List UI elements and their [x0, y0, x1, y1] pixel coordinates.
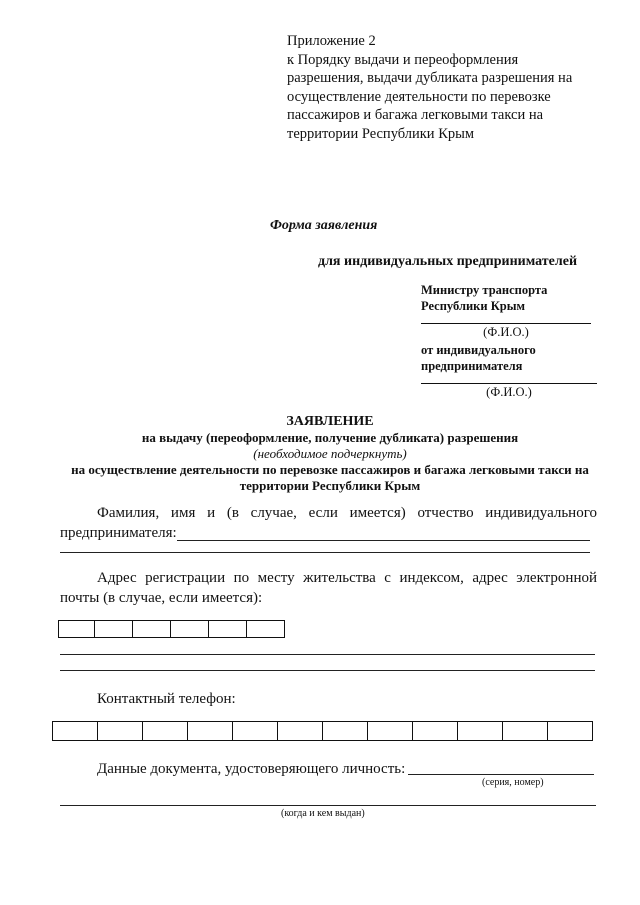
postal-digit-box[interactable] [209, 620, 247, 638]
series-number-caption: (серия, номер) [482, 777, 544, 788]
phone-digit-box[interactable] [188, 721, 233, 741]
appendix-line: территории Республики Крым [287, 125, 475, 142]
name-input-line-2[interactable] [60, 552, 590, 553]
issued-by-caption: (когда и кем выдан) [281, 808, 365, 819]
phone-digit-box[interactable] [368, 721, 413, 741]
fio-caption: (Ф.И.О.) [483, 325, 529, 339]
id-document-label: Данные документа, удостоверяющего личность: [97, 761, 406, 777]
appendix-line: разрешения, выдачи дубликата разрешения на [287, 70, 573, 86]
entrepreneur-name-line[interactable] [421, 383, 597, 384]
appendix-block [287, 32, 607, 143]
from-line: от индивидуального [421, 343, 536, 357]
addressee-line: Министру транспорта [421, 283, 548, 297]
statement-subject-cont: на осуществление деятельности по перевозке пассажиров и багажа легковыми такси на [71, 462, 589, 477]
phone-digit-box[interactable] [233, 721, 278, 741]
phone-label: Контактный телефон: [97, 691, 236, 707]
statement-subject: на выдачу (переоформление, получение дубликата) разрешения [141, 430, 519, 445]
statement-title: ЗАЯВЛЕНИЕ [286, 414, 374, 429]
phone-digit-box[interactable] [458, 721, 503, 741]
from-line: предпринимателя [421, 359, 523, 373]
postal-digit-box[interactable] [171, 620, 209, 638]
postal-digit-box[interactable] [133, 620, 171, 638]
name-prompt: Фамилия, имя и (в случае, если имеется) отчество индивидуального [97, 505, 597, 521]
address-prompt: Адрес регистрации по месту жительства с индексом, адрес электронной [97, 570, 597, 586]
minister-name-line[interactable] [421, 323, 591, 324]
name-input-line[interactable] [177, 540, 590, 541]
addressee-line: Республики Крым [421, 299, 525, 313]
phone-digit-box[interactable] [98, 721, 143, 741]
appendix-line: Приложение 2 [287, 33, 376, 49]
issued-by-line[interactable] [60, 805, 596, 806]
postal-digit-box[interactable] [95, 620, 133, 638]
from-block [421, 342, 536, 374]
phone-digit-box[interactable] [53, 721, 98, 741]
statement-subject-end: территории Республики Крым [239, 478, 421, 493]
appendix-line: пассажиров и багажа легковыми такси на [287, 107, 544, 123]
phone-digit-box[interactable] [548, 721, 593, 741]
form-title: Форма заявления [270, 218, 378, 233]
phone-digit-box[interactable] [278, 721, 323, 741]
appendix-line: к Порядку выдачи и переоформления [287, 51, 519, 68]
phone-digit-box[interactable] [413, 721, 458, 741]
phone-digit-box[interactable] [503, 721, 548, 741]
underline-note: (необходимое подчеркнуть) [253, 446, 407, 461]
name-prompt-cont: предпринимателя: [60, 525, 177, 541]
phone-boxes [52, 721, 593, 741]
id-series-number-line[interactable] [408, 774, 594, 775]
phone-digit-box[interactable] [323, 721, 368, 741]
appendix-line: осуществление деятельности по перевозке [287, 88, 551, 105]
phone-digit-box[interactable] [143, 721, 188, 741]
postal-digit-box[interactable] [59, 620, 95, 638]
addressee-block [421, 282, 547, 314]
postal-index-boxes [58, 620, 285, 638]
statement-heading [60, 414, 600, 494]
postal-digit-box[interactable] [247, 620, 285, 638]
form-subtitle: для индивидуальных предпринимателей [318, 254, 578, 269]
address-prompt-cont: почты (в случае, если имеется): [60, 590, 263, 606]
address-input-line-2[interactable] [60, 670, 595, 671]
fio-caption: (Ф.И.О.) [486, 385, 532, 399]
address-input-line[interactable] [60, 654, 595, 655]
